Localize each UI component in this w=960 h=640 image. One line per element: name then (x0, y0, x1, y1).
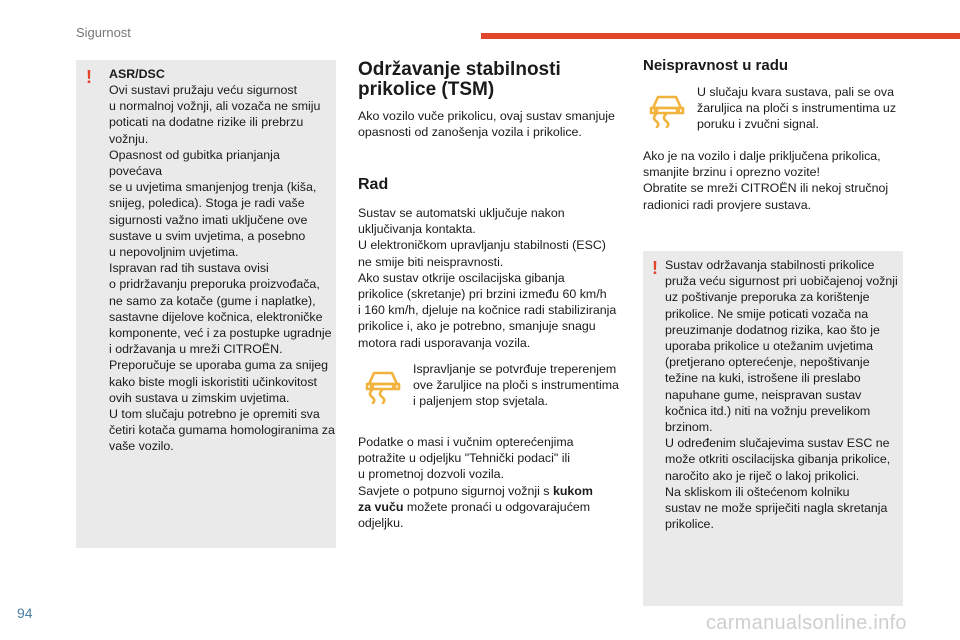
section-title: Sigurnost (76, 25, 131, 40)
page-number: 94 (17, 605, 33, 621)
warning-box-asr-dsc (76, 60, 336, 548)
warning-title: ASR/DSC (109, 67, 165, 81)
malfunction-body: Ako je na vozilo i dalje priključena prikolica, smanjite brzinu i oprezno vozite! Obratite se mreži CITROËN ili nekoj stručnoj radionici radi provjere sustava. (643, 149, 889, 212)
section-heading-tsm: Održavanje stabilnosti prikolice (TSM) (358, 59, 561, 100)
subheading-rad: Rad (358, 176, 389, 193)
heading-neispravnost: Neispravnost u radu (643, 57, 789, 74)
malfunction-lamp-note: U slučaju kvara sustava, pali se ova žaruljica na ploči s instrumentima uz poruku i zvučni signal. (697, 85, 897, 132)
exclamation-icon: ! (86, 67, 92, 87)
tsm-bottom-text: Podatke o masi i vučnim opterećenjima potražite u odjeljku "Tehnički podaci" ili u prometnoj dozvoli vozila. Savjete o potpuno sigurnoj vožnji s kukom za vuču možete pronaći u odgovarajućem odjeljku. (358, 435, 593, 531)
rad-body: Sustav se automatski uključuje nakon uključivanja kontakta. U elektroničkom upravljanju stabilnosti (ESC) ne smije biti neispravnosti. Ako sustav otkrije oscilacijska gibanja prikolice (skretanje) pri brzini između 60 km/h i 160 km/h, djeluje na kočnice radi stabiliziranja prikolice i, ako je potrebno, smanjuje snagu motora radi usporavanja vozila. (358, 206, 617, 350)
trailer-stability-icon (648, 90, 686, 128)
warning-body: Ovi sustavi pružaju veću sigurnost u normalnoj vožnji, ali vozača ne smiju poticati na dodatne rizike ili prebrzu vožnju. Opasnost od gubitka prianjanja povećava se u uvjetima smanjenjog trenja (kiša, snijeg, poledica). Stoga je radi vaše sigurnosti važno imati uključene ove sustave u svim uvjetima, a posebno u nepovoljnim uvjetima. Ispravan rad tih sustava ovisi o pridržavanju preporuka proizvođača, ne samo za kotače (gume i naplatke), sastavne dijelove kočnica, elektroničke komponente, već i za postupke ugradnje i održavanja u mreži CITROËN. Preporučuje se uporaba guma za snijeg kako biste mogli iskoristiti učinkovitost ovih sustava u zimskim uvjetima. U tom slučaju potrebno je opremiti sva četiri kotača gumama homologiranima za vaše vozilo. (109, 83, 335, 454)
exclamation-icon: ! (652, 258, 658, 278)
warning-box-tsm (643, 251, 903, 606)
tsm-intro: Ako vozilo vuče prikolicu, ovaj sustav smanjuje opasnosti od zanošenja vozila i prikolice. (358, 109, 615, 140)
trailer-stability-icon (364, 366, 402, 404)
warning-body-tsm: Sustav održavanja stabilnosti prikolice pruža veću sigurnost pri uobičajenoj vožnji uz poštivanje preporuka za korištenje prikolice. Ne smije poticati vozača na preuzimanje dodatnog rizika, kao što je uporaba prikolice u otežanim uvjetima (pretjerano opterećenje, nepoštivanje težine na kuki, istrošene ili preslabo napuhane gume, neispravan sustav kočnica itd.) niti na vožnju prevelikom brzinom. U određenim slučajevima sustav ESC ne može otkriti oscilacijska gibanja prikolice, naročito ako je riječ o lakoj prikolici. Na skliskom ili oštećenom kolniku sustav ne može spriječiti nagla skretanja prikolice. (665, 258, 898, 532)
header-accent-bar (481, 33, 960, 39)
tsm-lamp-note: Ispravljanje se potvrđuje treperenjem ove žaruljice na ploči s instrumentima i paljenjem stop svjetala. (413, 362, 619, 409)
watermark: carmanualsonline.info (706, 612, 907, 634)
